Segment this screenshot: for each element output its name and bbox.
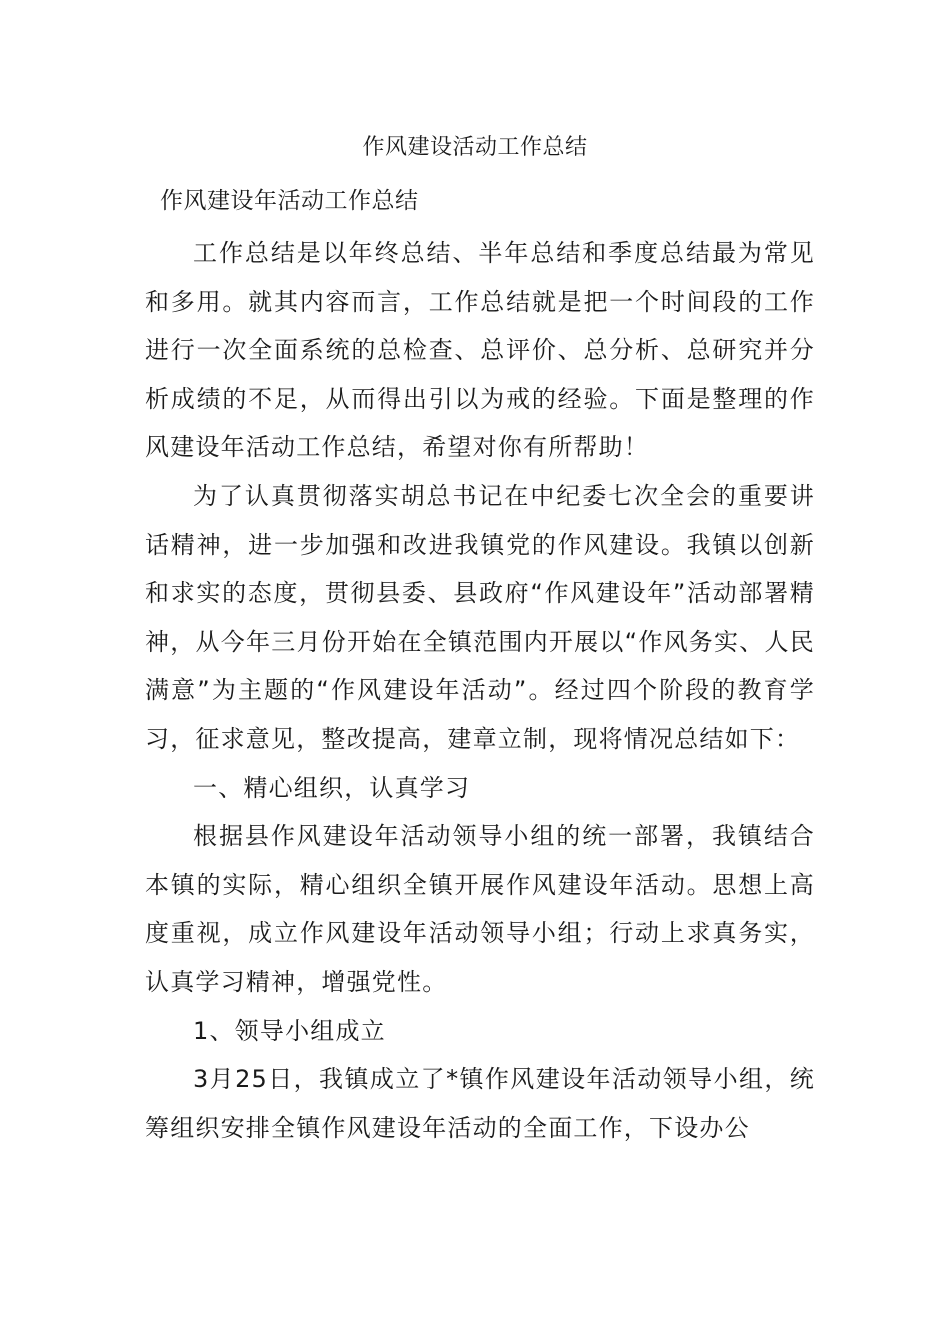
paragraph-intro: 工作总结是以年终总结、半年总结和季度总结最为常见和多用。就其内容而言，工作总结就是把一个时间段的工作进行一次全面系统的总检查、总评价、总分析、总研究并分析成绩的不足，从而得出引以为戒的经验。下面是整理的作风建设年活动工作总结，希望对你有所帮助！: [145, 239, 815, 462]
paragraph-leadership-group: 3月25日，我镇成立了*镇作风建设年活动领导小组，统筹组织安排全镇作风建设年活动的全面工作，下设办公: [145, 1065, 815, 1142]
subsection-heading-1: 1、领导小组成立: [193, 1016, 386, 1045]
paragraph-organization: 根据县作风建设年活动领导小组的统一部署，我镇结合本镇的实际，精心组织全镇开展作风建设年活动。思想上高度重视，成立作风建设年活动领导小组；行动上求真务实，认真学习精神，增强党性。: [145, 822, 815, 996]
section-heading-1: 一、精心组织，认真学习: [193, 773, 471, 802]
document-subtitle: 作风建设年活动工作总结: [160, 188, 419, 214]
document-body: [145, 229, 815, 1152]
document-title: 作风建设活动工作总结: [362, 135, 588, 160]
paragraph-background: 为了认真贯彻落实胡总书记在中纪委七次全会的重要讲话精神，进一步加强和改进我镇党的作风建设。我镇以创新和求实的态度，贯彻县委、县政府“作风建设年”活动部署精神，从今年三月份开始在全镇范围内开展以“作风务实、人民满意”为主题的“作风建设年活动”。经过四个阶段的教育学习，征求意见，整改提高，建章立制，现将情况总结如下：: [145, 481, 815, 753]
